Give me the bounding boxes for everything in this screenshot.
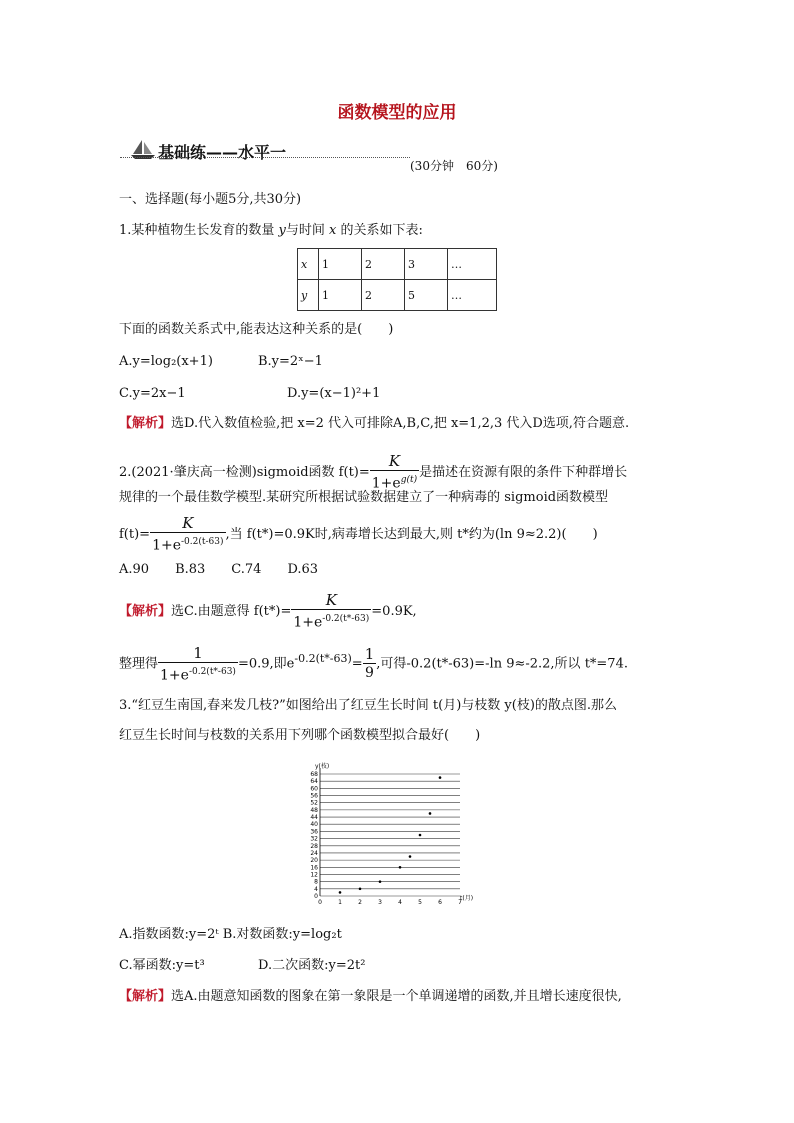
q3-options-ab: A.指数函数:y=2ᵗ B.对数函数:y=log₂t (119, 927, 342, 942)
q1-option-d: D.y=(x−1)²+1 (287, 386, 381, 401)
y-tick-label: 12 (310, 871, 318, 879)
fraction: $\frac{1}{1+e^{-0.2(t*-63)}}$ (160, 643, 236, 684)
answer-tag: 【解析】 (119, 416, 172, 431)
y-tick-label: 40 (310, 821, 318, 829)
section-title: 基础练——水平一 (158, 143, 287, 162)
table-row (298, 280, 497, 311)
y-tick-label: 28 (310, 842, 318, 850)
q1-answer: 【解析】选D.代入数值检验,把 x=2 代入可排除A,B,C,把 x=1,2,3 代入D选项,符合题意. (119, 416, 630, 431)
q1-question: 下面的函数关系式中,能表达这种关系的是( ) (119, 322, 394, 337)
q2-line2: 规律的一个最佳数学模型.某研究所根据试验数据建立了一种病毒的 sigmoid函数模型 (119, 490, 609, 505)
y-tick-label: 64 (310, 778, 318, 786)
y-tick-label: 68 (310, 771, 318, 778)
scatter-point (339, 891, 342, 894)
table-cell: 1 (319, 280, 362, 311)
answer-tag: 【解析】 (119, 603, 172, 619)
q2-answer-line1: 【解析】选C.由题意得 f(t*)= $\frac{K}{1+e^{-0.2(t*-63)}}$ =0.9K, (119, 591, 417, 631)
x-tick-label: 6 (438, 899, 442, 906)
y-tick-label: 56 (310, 792, 318, 800)
x-tick-label: 4 (398, 899, 402, 906)
q2-line1: 2.(2021·肇庆高一检测)sigmoid函数 f(t)= $\frac{K}{1+e^{g(t)}}$ 是描述在资源有限的条件下种群增长 (119, 452, 628, 492)
part-heading: 一、选择题(每小题5分,共30分) (119, 192, 302, 207)
scatter-chart (300, 760, 474, 912)
q3-option-c: C.幂函数:y=t³ (119, 958, 205, 973)
scatter-point (429, 812, 432, 815)
q3-option-d: D.二次函数:y=2t² (258, 958, 366, 973)
y-axis-label: y(枝) (315, 763, 330, 770)
q1-table (297, 248, 497, 311)
x-tick-label: 3 (378, 899, 382, 906)
q3-line2: 红豆生长时间与枝数的关系用下列哪个函数模型拟合最好( ) (119, 728, 481, 743)
scatter-point (439, 776, 442, 779)
table-row (298, 249, 497, 280)
x-tick-label: 0 (318, 899, 322, 906)
section-divider (120, 157, 410, 158)
y-tick-label: 36 (310, 828, 318, 836)
table-cell: … (448, 249, 497, 280)
table-cell: … (448, 280, 497, 311)
table-cell: 5 (405, 280, 448, 311)
x-axis-label: t(月) (460, 895, 474, 902)
y-tick-label: 32 (310, 835, 318, 843)
x-tick-label: 2 (358, 899, 362, 906)
q1-option-a: A.y=log₂(x+1) (119, 354, 213, 369)
fraction: $\frac{K}{1+e^{-0.2(t*-63)}}$ (293, 591, 370, 631)
y-tick-label: 4 (314, 885, 318, 893)
table-cell: 3 (405, 249, 448, 280)
table-cell: 2 (362, 249, 405, 280)
x-tick-label: 7 (458, 899, 462, 906)
answer-tag: 【解析】 (119, 989, 172, 1004)
y-tick-label: 24 (310, 849, 318, 857)
y-tick-label: 48 (310, 806, 318, 814)
q2-options: A.90 B.83 C.74 D.63 (119, 562, 319, 577)
q1-option-c: C.y=2x−1 (119, 386, 186, 401)
time-score: (30分钟 60分) (410, 159, 498, 173)
x-tick-label: 5 (418, 899, 422, 906)
q3-line1: 3.“红豆生南国,春来发几枝?”如图给出了红豆生长时间 t(月)与枝数 y(枝)的散点图.那么 (119, 698, 618, 713)
y-tick-label: 16 (310, 864, 318, 872)
scatter-point (379, 880, 382, 883)
table-cell: 2 (362, 280, 405, 311)
scatter-point (359, 888, 362, 891)
scatter-point (419, 834, 422, 837)
x-tick-label: 1 (338, 899, 342, 906)
table-cell: x (298, 249, 319, 280)
fraction: $\frac{K}{1+e^{-0.2(t-63)}}$ (152, 514, 224, 554)
table-cell: 1 (319, 249, 362, 280)
page-title: 函数模型的应用 (337, 103, 457, 123)
scatter-point (409, 855, 412, 858)
fraction: $\frac{1}{9}$ (364, 645, 375, 682)
q1-stem: 1.某种植物生长发育的数量 y与时间 x 的关系如下表: (119, 223, 423, 238)
scatter-point (399, 866, 402, 869)
q2-line3: f(t)= $\frac{K}{1+e^{-0.2(t-63)}}$ ,当 f(t*)=0.9K时,病毒增长达到最大,则 t*约为(ln 9≈2.2)( ) (119, 514, 598, 554)
table-cell: y (298, 280, 319, 311)
q3-answer: 【解析】选A.由题意知函数的图象在第一象限是一个单调递增的函数,并且增长速度很快, (119, 989, 622, 1004)
y-tick-label: 44 (310, 814, 318, 822)
y-tick-label: 8 (314, 878, 318, 886)
y-tick-label: 52 (310, 799, 318, 807)
q1-option-b: B.y=2ˣ−1 (258, 354, 323, 369)
y-tick-label: 0 (314, 893, 318, 900)
y-tick-label: 60 (310, 785, 318, 793)
y-tick-label: 20 (310, 857, 318, 865)
fraction: $\frac{K}{1+e^{g(t)}}$ (371, 452, 418, 492)
q2-answer-line2: 整理得 $\frac{1}{1+e^{-0.2(t*-63)}}$ =0.9,即$e^{-0.2(t*-63)}=$ $\frac{1}{9}$ ,可得-0.2(t*-63)=-ln 9≈-2.2,所以 t*=74. (119, 643, 628, 684)
